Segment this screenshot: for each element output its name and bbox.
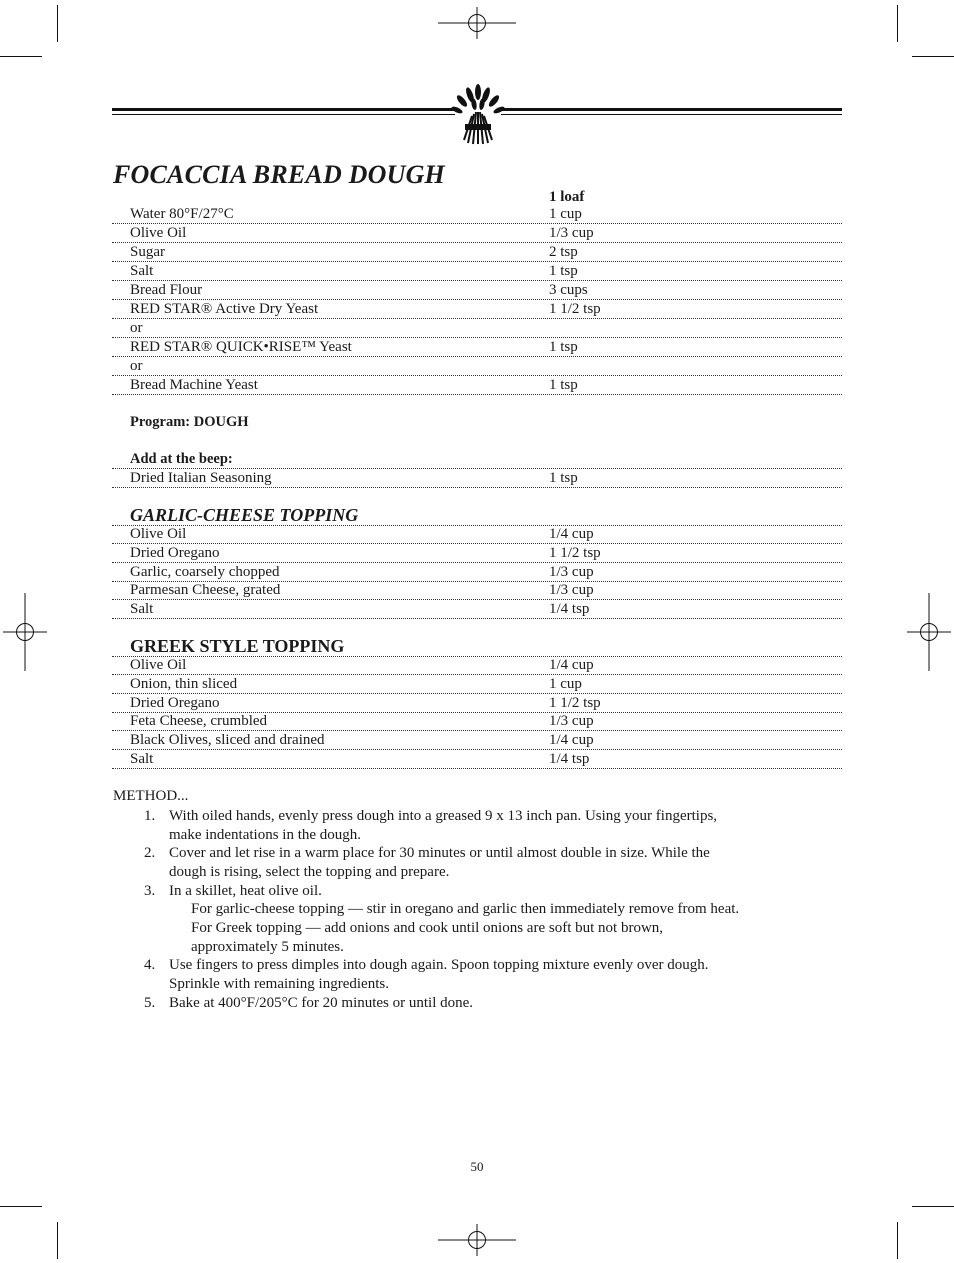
crop-mark — [897, 5, 898, 42]
ingredient-row — [112, 731, 842, 750]
ingredient-amount: 1/3 cup — [549, 225, 594, 241]
ingredient-name: Onion, thin sliced — [130, 676, 238, 692]
ingredient-row — [112, 563, 842, 582]
ingredient-name: or — [130, 358, 143, 374]
crop-mark — [57, 5, 58, 42]
ingredient-row — [112, 357, 842, 376]
ingredient-row — [112, 694, 842, 713]
ingredient-amount: 3 cups — [549, 282, 588, 298]
method-step — [113, 807, 833, 844]
ingredient-name: Olive Oil — [130, 225, 187, 241]
registration-mark-icon — [3, 593, 47, 671]
ingredient-name: Olive Oil — [130, 526, 187, 542]
method-step — [113, 882, 833, 901]
ingredient-name: Black Olives, sliced and drained — [130, 732, 325, 748]
beep-label: Add at the beep: — [130, 451, 233, 467]
method-step — [113, 844, 833, 881]
ingredient-amount: 1/4 cup — [549, 526, 594, 542]
ingredient-name: Salt — [130, 601, 154, 617]
step-line: make indentations in the dough. — [169, 826, 362, 843]
ingredient-row — [112, 469, 842, 488]
recipe-title: FOCACCIA BREAD DOUGH — [113, 160, 445, 189]
step-line: Cover and let rise in a warm place for 30 minutes or until almost double in size. While the — [169, 845, 710, 861]
ingredient-amount: 1/4 cup — [549, 657, 594, 673]
ingredient-amount: 1 cup — [549, 206, 582, 222]
section-heading: GARLIC-CHEESE TOPPING — [130, 505, 359, 525]
ingredient-name: Garlic, coarsely chopped — [130, 564, 280, 580]
ingredient-amount: 1 1/2 tsp — [549, 695, 601, 711]
ingredient-row — [112, 300, 842, 319]
ingredient-name: Olive Oil — [130, 657, 187, 673]
garlic-cheese-heading-row — [112, 505, 842, 526]
ingredient-amount: 1/4 cup — [549, 732, 594, 748]
ingredient-row — [112, 712, 842, 731]
program-label: Program: DOUGH — [130, 414, 249, 430]
ingredient-amount: 1/3 cup — [549, 713, 594, 729]
ingredient-name: or — [130, 320, 143, 336]
step-line: Bake at 400°F/205°C for 20 minutes or until done. — [169, 995, 474, 1011]
method-heading: METHOD... — [113, 788, 189, 804]
step-sub-line: For Greek topping — add onions and cook until onions are soft but not brown, — [191, 920, 664, 936]
ingredient-row — [112, 581, 842, 600]
ingredient-row — [112, 544, 842, 563]
step-number: 5. — [144, 995, 156, 1011]
ingredient-row — [112, 600, 842, 619]
ingredient-amount: 1 1/2 tsp — [549, 545, 601, 561]
crop-mark — [0, 1206, 42, 1207]
ingredient-name: Parmesan Cheese, grated — [130, 582, 281, 598]
ingredient-amount: 1/3 cup — [549, 564, 594, 580]
yield-label: 1 loaf — [549, 189, 585, 205]
beep-heading-row — [112, 450, 842, 469]
ingredient-amount: 1 cup — [549, 676, 582, 692]
ingredient-name: Sugar — [130, 244, 165, 260]
ingredient-row — [112, 656, 842, 675]
ingredient-row — [112, 338, 842, 357]
ingredient-amount: 2 tsp — [549, 244, 578, 260]
ingredient-name: Bread Machine Yeast — [130, 377, 258, 393]
ingredient-name: RED STAR® Active Dry Yeast — [130, 301, 319, 317]
crop-mark — [897, 1222, 898, 1259]
ingredient-amount: 1 1/2 tsp — [549, 301, 601, 317]
step-line: Use fingers to press dimples into dough again. Spoon topping mixture evenly over dough. — [169, 957, 709, 973]
registration-mark-icon — [907, 593, 951, 671]
wheat-sheaf-icon — [449, 82, 507, 146]
ingredient-amount: 1 tsp — [549, 377, 578, 393]
step-line: With oiled hands, evenly press dough into a greased 9 x 13 inch pan. Using your fingertips, — [169, 808, 718, 824]
ingredient-row — [112, 525, 842, 544]
step-number: 3. — [144, 883, 156, 899]
step-number: 2. — [144, 845, 156, 861]
step-number: 1. — [144, 808, 156, 824]
step-line: In a skillet, heat olive oil. — [169, 883, 322, 899]
registration-mark-icon — [438, 1224, 516, 1256]
ingredient-amount: 1/4 tsp — [549, 601, 590, 617]
crop-mark — [912, 56, 954, 57]
ingredient-amount: 1 tsp — [549, 263, 578, 279]
ingredient-name: Dried Oregano — [130, 545, 220, 561]
section-heading: GREEK STYLE TOPPING — [130, 636, 345, 656]
ingredient-amount: 1/3 cup — [549, 582, 594, 598]
greek-heading-row — [112, 636, 842, 657]
ingredient-name: Bread Flour — [130, 282, 203, 298]
ingredient-name: Feta Cheese, crumbled — [130, 713, 268, 729]
step-line: Sprinkle with remaining ingredients. — [169, 975, 389, 992]
method-step — [113, 994, 833, 1013]
ingredient-name: Dried Oregano — [130, 695, 220, 711]
ingredient-name: Salt — [130, 751, 154, 767]
crop-mark — [0, 56, 42, 57]
ingredient-row — [112, 281, 842, 300]
ingredient-amount: 1 tsp — [549, 339, 578, 355]
step-text — [169, 956, 829, 993]
step-line: dough is rising, select the topping and prepare. — [169, 863, 450, 880]
method-step — [113, 956, 833, 993]
crop-mark — [912, 1206, 954, 1207]
ingredient-row — [112, 224, 842, 243]
ingredient-row — [112, 675, 842, 694]
ingredient-row — [112, 376, 842, 395]
registration-mark-icon — [438, 7, 516, 39]
ingredient-name: Dried Italian Seasoning — [130, 470, 272, 486]
step-sub-line: approximately 5 minutes. — [191, 939, 344, 955]
ingredient-name: Salt — [130, 263, 154, 279]
ingredient-row — [112, 319, 842, 338]
page-number: 50 — [470, 1159, 484, 1174]
crop-mark — [57, 1222, 58, 1259]
step-number: 4. — [144, 957, 156, 973]
ingredient-name: RED STAR® QUICK•RISE™ Yeast — [130, 339, 352, 355]
ingredient-amount: 1/4 tsp — [549, 751, 590, 767]
ingredient-name: Water 80°F/27°C — [130, 206, 234, 222]
step-text — [169, 844, 829, 881]
step-text — [169, 807, 829, 844]
ingredient-amount: 1 tsp — [549, 470, 578, 486]
step-sub-line: For garlic-cheese topping — stir in oregano and garlic then immediately remove from heat. — [191, 901, 740, 917]
ingredient-row — [112, 243, 842, 262]
ingredient-row — [112, 205, 842, 224]
ingredient-row — [112, 750, 842, 769]
ingredient-row — [112, 262, 842, 281]
